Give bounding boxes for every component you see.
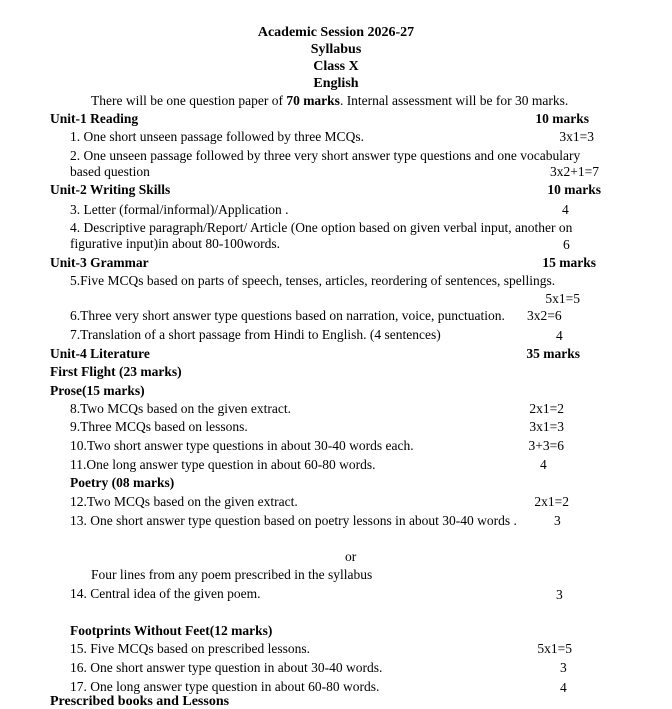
intro-paragraph <box>91 92 568 109</box>
q8-marks: 2x1=2 <box>529 401 564 416</box>
q2-text-line2: based question <box>70 164 150 179</box>
q9-text: 9.Three MCQs based on lessons. <box>70 419 248 434</box>
class-heading: Class X <box>313 59 359 74</box>
q2-text-line1: 2. One unseen passage followed by three very short answer type questions and one vocabulary <box>70 148 581 163</box>
or-separator: or <box>345 549 357 564</box>
q13-marks: 3 <box>554 513 561 528</box>
unit1-marks: 10 marks <box>535 111 589 126</box>
prose-heading: Prose(15 marks) <box>50 383 145 398</box>
q10-text: 10.Two short answer type questions in about 30-40 words each. <box>70 438 414 453</box>
q1-marks: 3x1=3 <box>559 129 594 144</box>
q14-text: 14. Central idea of the given poem. <box>70 586 261 601</box>
footprints-heading: Footprints Without Feet(12 marks) <box>70 623 273 638</box>
q9-marks: 3x1=3 <box>529 419 564 434</box>
q7-text: 7.Translation of a short passage from Hindi to English. (4 sentences) <box>70 327 441 342</box>
q1-text: 1. One short unseen passage followed by three MCQs. <box>70 129 364 144</box>
q15-marks: 5x1=5 <box>537 641 572 656</box>
syllabus-heading: Syllabus <box>310 42 362 57</box>
q5-marks: 5x1=5 <box>545 291 580 306</box>
q17-text: 17. One long answer type question in about 60-80 words. <box>70 679 380 694</box>
session-heading: Academic Session 2026-27 <box>257 25 415 40</box>
cutoff-heading <box>50 694 250 709</box>
q13-text: 13. One short answer type question based on poetry lessons in about 30-40 words . <box>70 513 517 528</box>
q16-text: 16. One short answer type question in about 30-40 words. <box>70 660 383 675</box>
unit3-marks: 15 marks <box>542 255 596 270</box>
unit4-title: Unit-4 Literature <box>50 346 150 361</box>
q16-marks: 3 <box>560 660 567 675</box>
four-lines-text: Four lines from any poem prescribed in the syllabus <box>91 567 373 582</box>
q15-text: 15. Five MCQs based on prescribed lessons. <box>70 641 310 656</box>
q4-text-line2: figurative input)in about 80-100words. <box>70 236 280 251</box>
subject-heading: English <box>313 76 359 91</box>
intro-pre: There will be one question paper of <box>91 93 287 108</box>
q6-text: 6.Three very short answer type questions based on narration, voice, punctuation. <box>70 308 505 323</box>
q12-marks: 2x1=2 <box>534 494 569 509</box>
cutoff-heading-text: Prescribed books and Lessons <box>50 694 230 709</box>
q10-marks: 3+3=6 <box>528 438 564 453</box>
q5-text: 5.Five MCQs based on parts of speech, tenses, articles, reordering of sentences, spellings. <box>70 273 556 288</box>
first-flight-heading: First Flight (23 marks) <box>50 364 182 379</box>
q11-text: 11.One long answer type question in about 60-80 words. <box>70 457 376 472</box>
q3-text: 3. Letter (formal/informal)/Application . <box>70 202 289 217</box>
unit1-title: Unit-1 Reading <box>50 111 139 126</box>
unit3-title: Unit-3 Grammar <box>50 255 149 270</box>
q8-text: 8.Two MCQs based on the given extract. <box>70 401 292 416</box>
poetry-heading: Poetry (08 marks) <box>70 475 175 490</box>
q14-marks: 3 <box>556 587 563 602</box>
unit2-title: Unit-2 Writing Skills <box>50 182 171 197</box>
q4-text-line1: 4. Descriptive paragraph/Report/ Article (One option based on given verbal input, another on <box>70 220 573 235</box>
q6-marks: 3x2=6 <box>527 308 562 323</box>
intro-post: . Internal assessment will be for 30 marks. <box>339 93 569 108</box>
q3-marks: 4 <box>562 202 569 217</box>
q11-marks: 4 <box>540 457 547 472</box>
q17-marks: 4 <box>560 680 567 695</box>
unit4-marks: 35 marks <box>526 346 580 361</box>
q12-text: 12.Two MCQs based on the given extract. <box>70 494 298 509</box>
intro-total-marks: 70 marks <box>286 93 340 108</box>
q2-marks: 3x2+1=7 <box>550 164 599 179</box>
q4-marks: 6 <box>563 237 570 252</box>
q7-marks: 4 <box>556 328 563 343</box>
unit2-marks: 10 marks <box>547 182 601 197</box>
